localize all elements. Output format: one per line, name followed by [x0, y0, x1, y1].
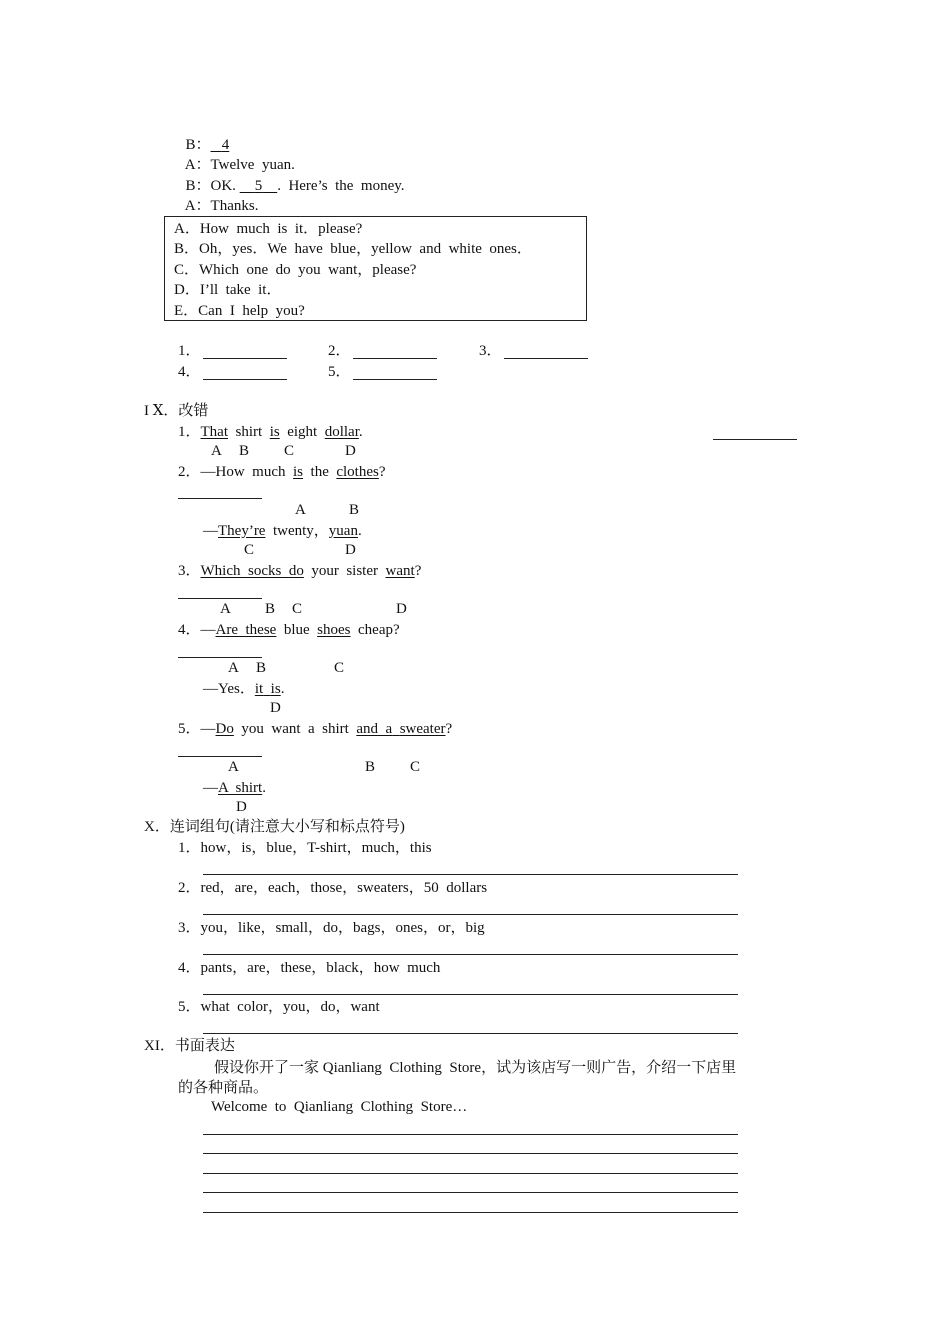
writing-line-4[interactable]: [203, 1192, 738, 1193]
q5-part-b: and: [356, 721, 379, 737]
q5-word: a: [385, 721, 393, 737]
dash: —: [200, 721, 216, 737]
dialogue-text-after: . Here’s the money.: [277, 178, 405, 194]
q2-part-c: They’re: [218, 523, 266, 539]
dialogue-text: Thanks.: [210, 198, 259, 214]
q4-text: cheap?: [358, 622, 400, 638]
q-number: 3．: [178, 563, 201, 579]
reorder-answer-line-2[interactable]: [203, 914, 738, 915]
q3-part-b: socks: [248, 563, 282, 579]
q4-part-d2: is: [270, 681, 281, 697]
q4-part-b: these: [245, 622, 277, 638]
q4-sentence-1: [178, 621, 400, 639]
q2-letter-c: C: [244, 542, 255, 558]
writing-line-5[interactable]: [203, 1212, 738, 1213]
blank-number: 5: [254, 178, 263, 194]
punct: ?: [445, 721, 453, 737]
reorder-answer-line-4[interactable]: [203, 994, 738, 995]
answer-blank-4[interactable]: [203, 379, 287, 380]
q1-word: eight: [287, 424, 318, 440]
q2-part-a: is: [293, 464, 304, 480]
q4-text: blue: [283, 622, 310, 638]
q2-letter-b: B: [349, 502, 360, 518]
q5-sentence-2: [203, 779, 266, 797]
answer-label-3: 3．: [479, 343, 502, 359]
punct: .: [357, 523, 362, 539]
q1-letter-c: C: [284, 443, 295, 459]
q4-answer-blank[interactable]: [178, 657, 262, 658]
q5-part-c: sweater: [399, 721, 446, 737]
q3-letter-c: C: [292, 601, 303, 617]
writing-starter: Welcome to Qianliang Clothing Store…: [211, 1099, 468, 1115]
option-a: A．How much is it．please?: [174, 221, 363, 237]
speaker: B：: [185, 178, 211, 194]
q4-letter-a: A: [228, 660, 239, 676]
answer-blank-2[interactable]: [353, 358, 437, 359]
dash: —: [203, 780, 218, 796]
q5-letter-a: A: [228, 759, 239, 775]
option-e: E．Can I help you?: [174, 303, 305, 319]
punct: ?: [378, 464, 386, 480]
option-c: C．Which one do you want，please?: [174, 262, 417, 278]
reorder-answer-line-5[interactable]: [203, 1033, 738, 1034]
q4-part-a: Are: [215, 622, 239, 638]
q2-text: twenty，: [272, 523, 329, 539]
reorder-item-5: 5．what color，you，do，want: [178, 999, 380, 1015]
answer-label-4: 4．: [178, 364, 201, 380]
q-number: 1．: [178, 424, 201, 440]
speaker: B：: [185, 137, 211, 153]
q2-text: the: [310, 464, 329, 480]
q5-letter-c: C: [410, 759, 421, 775]
q1-answer-blank[interactable]: [713, 439, 797, 440]
q5-part-d2: shirt: [235, 780, 263, 796]
q4-part-d: it: [254, 681, 264, 697]
q5-sentence-1: [178, 720, 452, 738]
reorder-item-3: 3．you，like，small，do，bags，ones，or，big: [178, 920, 485, 936]
answer-label-2: 2．: [328, 343, 351, 359]
answer-blank-3[interactable]: [504, 358, 588, 359]
reorder-item-1: 1．how，is，blue，T-shirt，much，this: [178, 840, 432, 856]
reorder-item-2: 2．red，are，each，those，sweaters，50 dollars: [178, 880, 488, 896]
q4-sentence-2: [203, 680, 284, 698]
dash: —: [203, 523, 218, 539]
q-number: 5．: [178, 721, 201, 737]
q5-letter-b: B: [365, 759, 376, 775]
q4-letter-c: C: [334, 660, 345, 676]
section-10-title: X．连词组句(请注意大小写和标点符号): [144, 819, 405, 835]
dialogue-text: OK.: [210, 178, 236, 194]
q5-answer-blank[interactable]: [178, 756, 262, 757]
dialogue-line-4: [178, 179, 258, 215]
reorder-item-4: 4．pants，are，these，black，how much: [178, 960, 441, 976]
punct: .: [280, 681, 285, 697]
q1-sentence: [178, 423, 363, 441]
writing-line-2[interactable]: [203, 1153, 738, 1154]
answer-label-1: 1．: [178, 343, 201, 359]
q4-text: —Yes．: [203, 681, 255, 697]
q3-part-d: want: [385, 563, 415, 579]
reorder-answer-line-1[interactable]: [203, 874, 738, 875]
q5-text: you want a shirt: [241, 721, 349, 737]
q2-sentence-2: [203, 522, 362, 540]
q5-part-d: A: [218, 780, 229, 796]
section-9-title: I Ⅹ．改错: [144, 403, 209, 419]
q-number: 2．: [178, 464, 201, 480]
q1-part-b: is: [269, 424, 280, 440]
q5-part-a: Do: [215, 721, 234, 737]
q3-letter-a: A: [220, 601, 231, 617]
q3-part-a: Which: [200, 563, 241, 579]
writing-prompt-line-1: 假设你开了一家 Qianliang Clothing Store，试为该店写一则广告，介绍一下店里: [214, 1060, 737, 1076]
q4-letter-d: D: [270, 700, 281, 716]
speaker: A：: [184, 157, 211, 173]
dialogue-text: Twelve yuan.: [210, 157, 295, 173]
punct: .: [358, 424, 363, 440]
speaker: A：: [184, 198, 211, 214]
writing-prompt-line-2: 的各种商品。: [178, 1080, 269, 1096]
q4-letter-b: B: [256, 660, 267, 676]
q3-letter-d: D: [396, 601, 407, 617]
q1-letter-d: D: [345, 443, 356, 459]
q3-text: your sister: [311, 563, 379, 579]
reorder-answer-line-3[interactable]: [203, 954, 738, 955]
dash: —: [200, 622, 216, 638]
punct: .: [262, 780, 266, 796]
q1-letter-b: B: [239, 443, 250, 459]
q4-part-c: shoes: [317, 622, 351, 638]
option-d: D．I’ll take it．: [174, 282, 282, 298]
q1-part-c: dollar: [324, 424, 359, 440]
q1-word: shirt: [235, 424, 263, 440]
blank-number: 4: [221, 137, 230, 153]
writing-line-1[interactable]: [203, 1134, 738, 1135]
q-number: 4．: [178, 622, 201, 638]
q2-letter-d: D: [345, 542, 356, 558]
q5-letter-d: D: [236, 799, 247, 815]
q1-letter-a: A: [211, 443, 222, 459]
q2-part-d: yuan: [328, 523, 358, 539]
punct: ?: [414, 563, 422, 579]
answer-blank-5[interactable]: [353, 379, 437, 380]
q1-part-a: That: [200, 424, 229, 440]
q2-letter-a: A: [295, 502, 306, 518]
q3-sentence: [178, 562, 421, 580]
q2-part-b: clothes: [336, 464, 379, 480]
option-b: B．Oh，yes．We have blue，yellow and white ones．: [174, 241, 532, 257]
answer-label-5: 5．: [328, 364, 351, 380]
writing-line-3[interactable]: [203, 1173, 738, 1174]
q2-answer-blank[interactable]: [178, 498, 262, 499]
q3-answer-blank[interactable]: [178, 598, 262, 599]
answer-blank-1[interactable]: [203, 358, 287, 359]
q2-sentence-1: [178, 463, 386, 481]
q2-text: —How much: [200, 464, 286, 480]
q3-letter-b: B: [265, 601, 276, 617]
q3-part-c: do: [288, 563, 304, 579]
section-11-title: XI．书面表达: [144, 1038, 235, 1054]
